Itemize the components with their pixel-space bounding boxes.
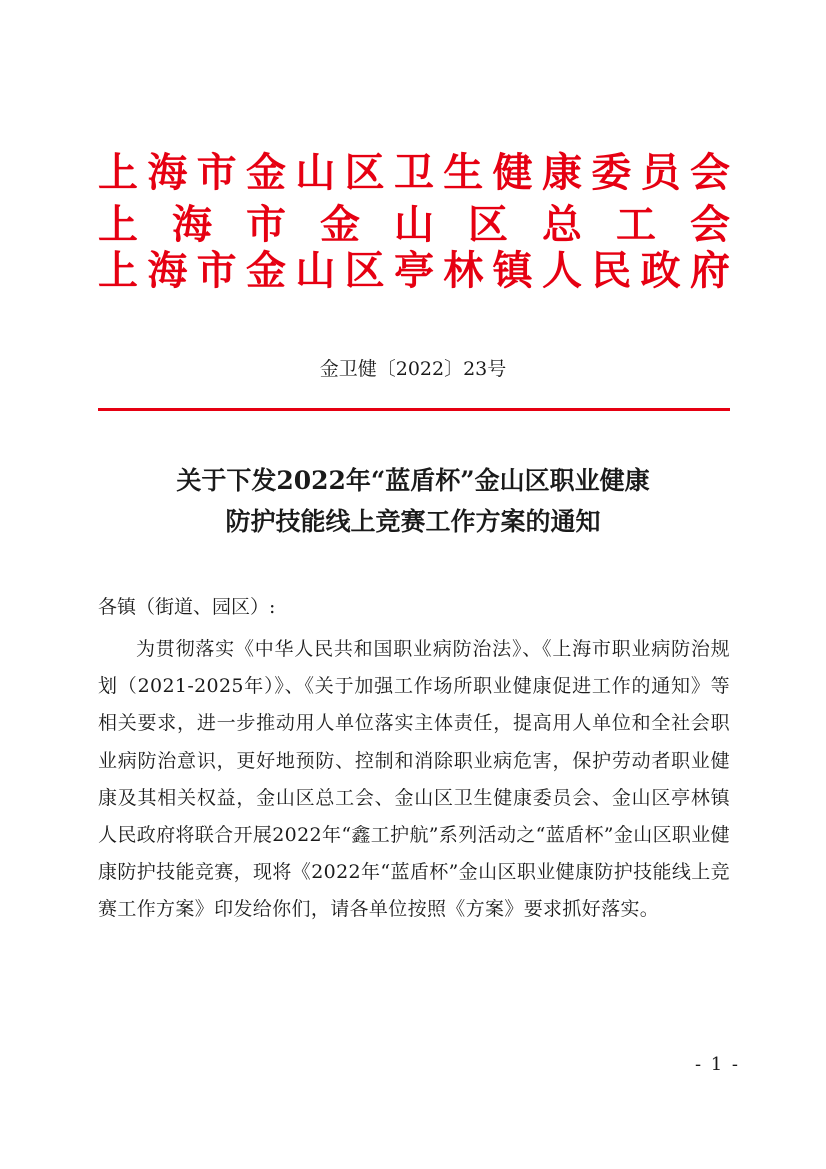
- header-char: 亭: [393, 247, 434, 294]
- red-divider-rule: [98, 408, 730, 411]
- header-char: 康: [541, 149, 582, 196]
- header-char: 海: [147, 149, 188, 196]
- header-char: 健: [492, 149, 533, 196]
- document-title: [60, 460, 766, 542]
- issuer-header-line-2: [98, 202, 730, 248]
- header-char: 山: [394, 201, 434, 248]
- body-paragraph: 为贯彻落实《中华人民共和国职业病防治法》、《上海市职业病防治规划（2021-2025年）》、《关于加强工作场所职业健康促进工作的通知》等相关要求，进一步推动用人单位落实主体责任，提高用人单位和全社会职业病防治意识，更好地预防、控制和消除职业病危害，保护劳动者职业健康及其相关权益，金山区总工会、金山区卫生健康委员会、金山区亭林镇人民政府将联合开展2022年“鑫工护航”系列活动之“蓝盾杯”金山区职业健康防护技能竞赛，现将《2022年“蓝盾杯”金山区职业健康防护技能线上竞赛工作方案》印发给你们，请各单位按照《方案》要求抓好落实。: [98, 638, 730, 921]
- header-char: 市: [196, 247, 237, 294]
- header-char: 山: [295, 247, 336, 294]
- header-char: 上: [98, 201, 138, 248]
- issuer-header-line-1: [98, 150, 730, 196]
- header-char: 区: [468, 201, 508, 248]
- title-line-1: 关于下发2022年“蓝盾杯”金山区职业健康: [176, 466, 650, 495]
- header-char: 金: [245, 247, 286, 294]
- header-char: 上: [98, 149, 138, 196]
- header-char: 金: [320, 201, 360, 248]
- salutation: 各镇（街道、园区）:: [98, 596, 276, 618]
- header-char: 人: [541, 247, 582, 294]
- header-char: 市: [246, 201, 286, 248]
- header-char: 会: [690, 201, 730, 248]
- header-char: 生: [443, 149, 484, 196]
- header-char: 山: [295, 149, 336, 196]
- header-char: 区: [344, 247, 385, 294]
- header-char: 民: [591, 247, 632, 294]
- header-char: 员: [640, 149, 681, 196]
- title-line-2: 防护技能线上竞赛工作方案的通知: [225, 507, 601, 536]
- header-char: 镇: [492, 247, 533, 294]
- header-char: 委: [591, 149, 632, 196]
- header-char: 政: [640, 247, 681, 294]
- document-number: 金卫健〔2022〕23号: [319, 358, 507, 380]
- header-char: 林: [443, 247, 484, 294]
- header-char: 总: [542, 201, 582, 248]
- header-char: 海: [147, 247, 188, 294]
- header-char: 府: [689, 247, 730, 294]
- header-char: 会: [689, 149, 730, 196]
- page-number: - 1 -: [694, 1054, 740, 1075]
- header-char: 海: [172, 201, 212, 248]
- header-char: 卫: [393, 149, 434, 196]
- header-char: 上: [98, 247, 138, 294]
- header-char: 区: [344, 149, 385, 196]
- header-char: 金: [245, 149, 286, 196]
- header-char: 工: [616, 201, 656, 248]
- issuer-header-line-3: [98, 248, 730, 294]
- header-char: 市: [196, 149, 237, 196]
